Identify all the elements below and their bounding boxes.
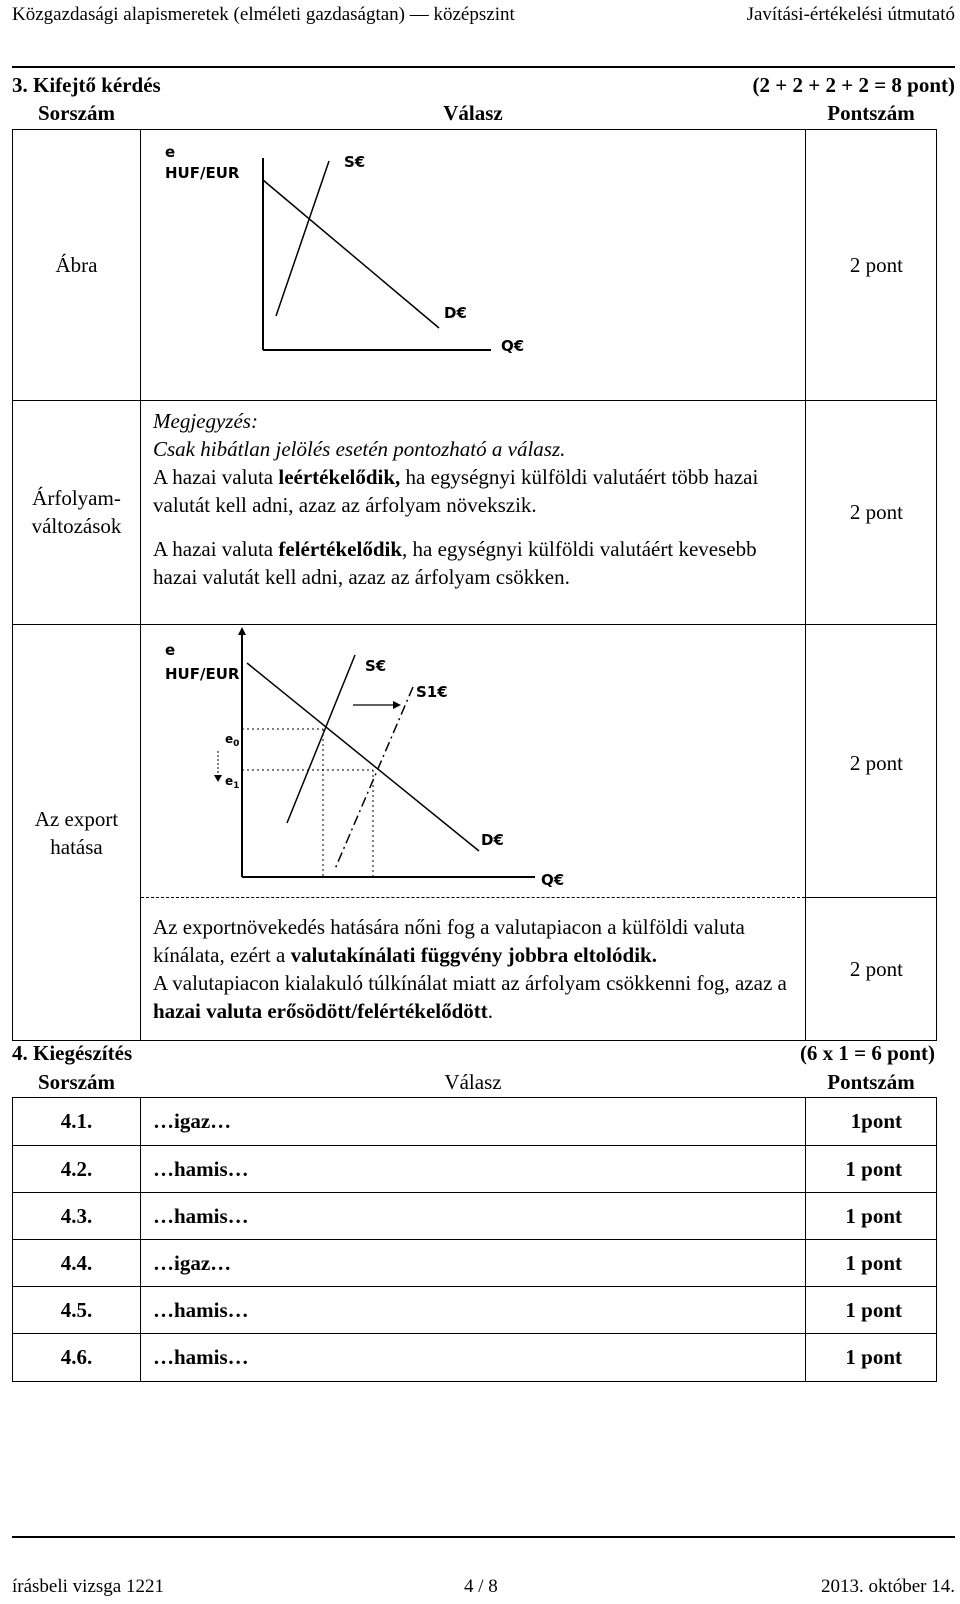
row-abra-label: Ábra (13, 129, 141, 400)
row-points: 1 pont (806, 1145, 937, 1192)
row-points: 1 pont (806, 1333, 937, 1381)
supply-curve-new (335, 687, 413, 869)
section4-title: 4. Kiegészítés (12, 1041, 133, 1065)
row-number: 4.1. (13, 1097, 141, 1145)
demand-curve (263, 180, 439, 328)
figure-exchange-market (141, 129, 806, 400)
figure-export-effect (141, 624, 806, 897)
row-export-label-1: Az export (34, 806, 119, 831)
x-label: Q€ (541, 870, 565, 889)
page-footer (12, 1573, 955, 1601)
row-abra (13, 129, 937, 400)
row-arfolyam-label-1: Árfolyam- (32, 486, 121, 510)
row-number: 4.6. (13, 1333, 141, 1381)
row-answer: …hamis… (141, 1286, 806, 1333)
table-row (13, 1286, 937, 1333)
table-row (13, 1239, 937, 1286)
supply-curve (276, 161, 329, 316)
row-arfolyam-label (13, 400, 141, 624)
row-answer: …hamis… (141, 1192, 806, 1239)
section4-score: (6 x 1 = 6 pont) (799, 1041, 935, 1065)
e1-label: $e_1$ (225, 773, 240, 791)
col-header-sorszam: Sorszám (13, 98, 141, 129)
row-export-label (13, 624, 141, 1040)
answer-paragraph-1: A hazai valuta leértékelődik, ha egységnyi külföldi valutáért több hazai valutát kell adni, azaz az árfolyam növekszik. (153, 464, 759, 517)
row-number: 4.4. (13, 1239, 141, 1286)
row-points: 1 pont (806, 1286, 937, 1333)
header-subtitle: Javítási-értékelési útmutató (746, 4, 955, 25)
y-label-unit: HUF/EUR (165, 163, 240, 182)
row-answer: …igaz… (141, 1239, 806, 1286)
demand-label: D€ (444, 303, 467, 322)
row-number: 4.3. (13, 1192, 141, 1239)
export-paragraph-2: A valutapiacon kialakuló túlkínálat miatt az árfolyam csökkenni fog, azaz a hazai valuta erősödött/felértékelődött. (153, 970, 787, 1023)
supply-label: S€ (365, 656, 387, 675)
e0-label: $e_0$ (225, 731, 240, 749)
table-row (13, 1097, 937, 1145)
section3-table (12, 98, 937, 1041)
section4-table (12, 1067, 937, 1382)
page-header (12, 0, 955, 30)
table-row (13, 1192, 937, 1239)
drop-arrow-head (214, 775, 222, 782)
header-title: Közgazdasági alapismeretek (elméleti gazdaságtan) — középszint (12, 4, 515, 25)
col-header-pontszam: Pontszám (806, 1067, 937, 1097)
row-points: 1 pont (806, 1192, 937, 1239)
row-arfolyam-points: 2 pont (806, 400, 937, 624)
note-title: Megjegyzés: (153, 408, 258, 433)
row-export-text-points: 2 pont (806, 897, 937, 1040)
col-header-valasz: Válasz (141, 98, 806, 129)
col-header-valasz: Válasz (141, 1067, 806, 1097)
y-label-unit: HUF/EUR (165, 664, 240, 683)
table-row (13, 1333, 937, 1381)
export-shift-chart (141, 625, 806, 897)
y-label-e: e (165, 640, 176, 659)
row-arfolyam (13, 400, 937, 624)
header-rule (12, 66, 955, 68)
col-header-sorszam: Sorszám (13, 1067, 141, 1097)
export-paragraph-1: Az exportnövekedés hatására nőni fog a valutapiacon a külföldi valuta kínálata, ezért a valutakínálati függvény jobbra eltolódik. (153, 914, 745, 967)
row-export-label-2: hatása (50, 834, 103, 859)
row-export-chart (13, 624, 937, 897)
section3-score: (2 + 2 + 2 + 2 = 8 pont) (752, 73, 955, 97)
shift-arrow-head (393, 701, 401, 709)
col-header-pontszam: Pontszám (806, 98, 937, 129)
row-arfolyam-label-2: változások (31, 514, 122, 538)
supply-demand-chart (141, 130, 806, 400)
row-number: 4.5. (13, 1286, 141, 1333)
footer-date: 2013. október 14. (820, 1576, 955, 1597)
row-export-chart-points: 2 pont (806, 624, 937, 897)
note-text: Csak hibátlan jelölés esetén pontozható a válasz. (153, 436, 566, 461)
row-points: 1 pont (806, 1239, 937, 1286)
row-answer: …hamis… (141, 1145, 806, 1192)
footer-page-number: 4 / 8 (464, 1576, 498, 1597)
footer-exam: írásbeli vizsga 1221 (12, 1576, 164, 1597)
demand-label: D€ (481, 830, 504, 849)
row-answer: …igaz… (141, 1097, 806, 1145)
footer-rule (12, 1536, 955, 1538)
row-export-answer (141, 897, 806, 1040)
row-number: 4.2. (13, 1145, 141, 1192)
supply-label: S€ (344, 152, 366, 171)
row-export-text (13, 897, 937, 1040)
supply-curve (287, 655, 355, 823)
row-points: 1pont (806, 1097, 937, 1145)
x-label: Q€ (501, 336, 525, 355)
row-answer: …hamis… (141, 1333, 806, 1381)
row-arfolyam-answer (141, 400, 806, 624)
row-abra-points: 2 pont (806, 129, 937, 400)
answer-paragraph-2: A hazai valuta felértékelődik, ha egységnyi külföldi valutáért kevesebb hazai valutát kell adni, azaz az árfolyam csökken. (153, 536, 757, 589)
table-row (13, 1145, 937, 1192)
y-axis-arrow (238, 627, 246, 635)
supply-new-label: S1€ (416, 682, 448, 701)
section3-title: 3. Kifejtő kérdés (12, 73, 161, 97)
y-label-e: e (165, 142, 176, 161)
